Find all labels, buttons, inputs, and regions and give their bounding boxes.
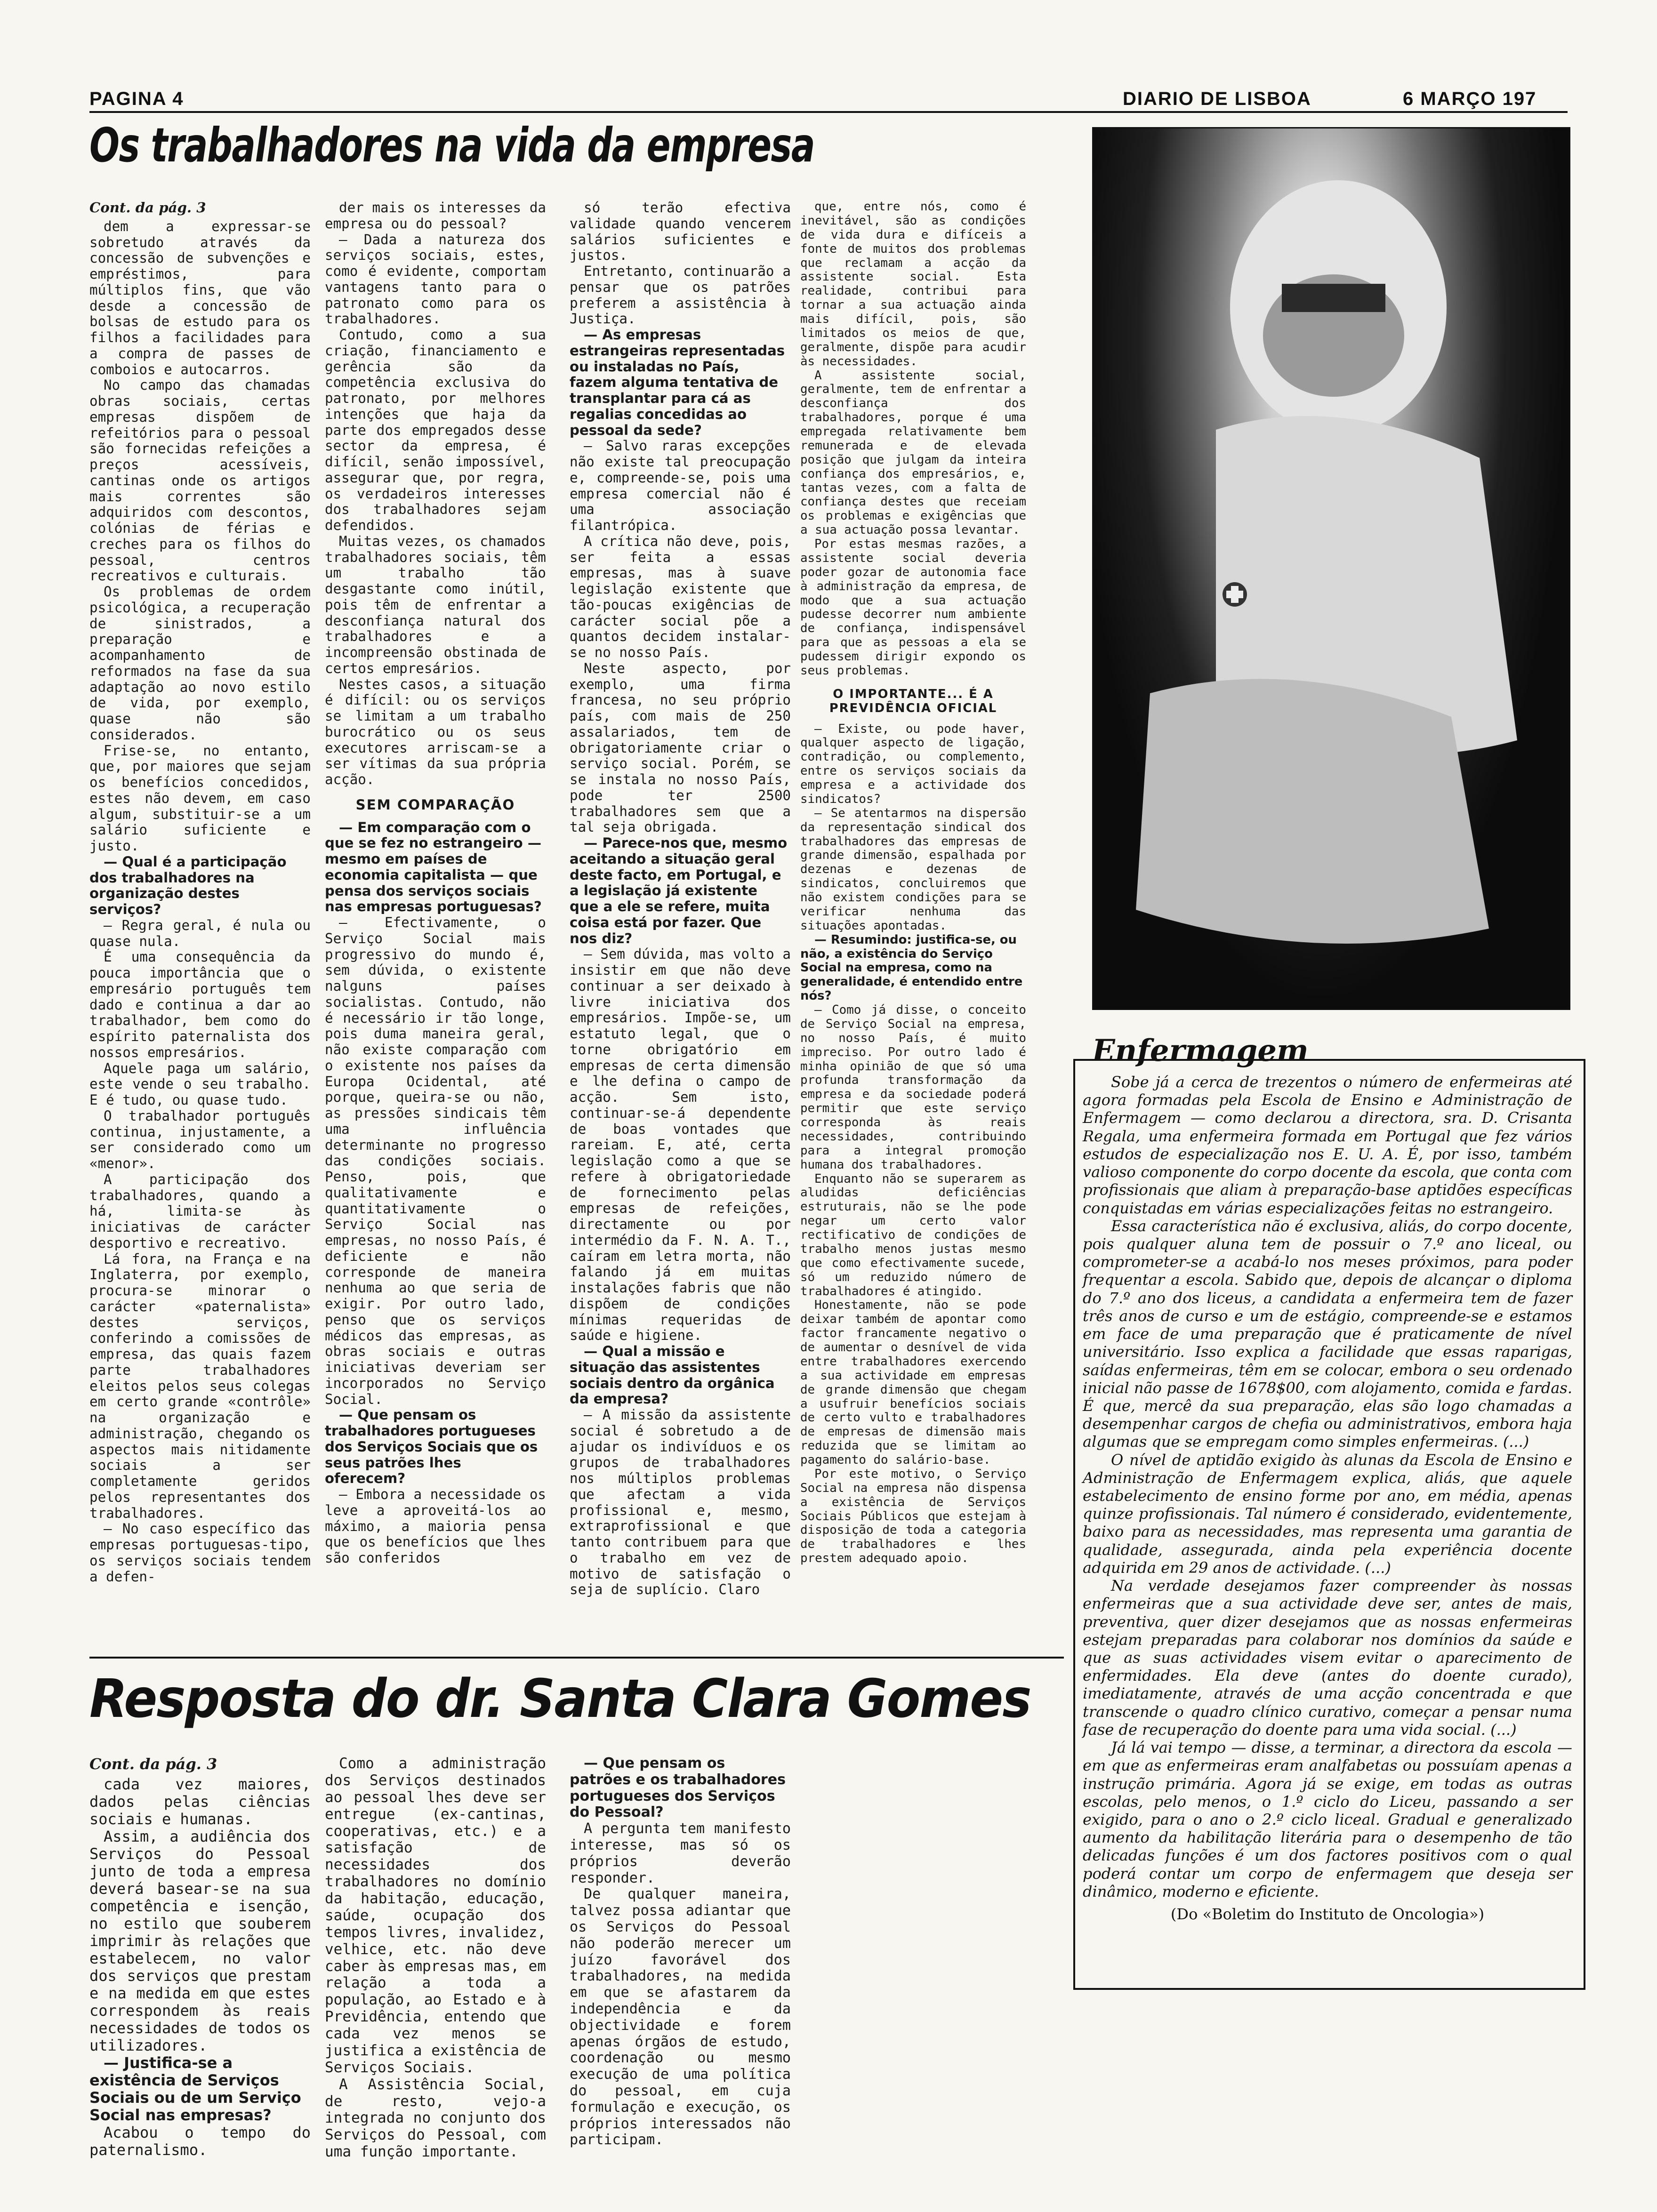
- sidebar-source: (Do «Boletim do Instituto de Oncologia»): [1170, 1905, 1485, 1923]
- sidebar-title: Enfermagem: [1092, 1033, 1309, 1068]
- article-headline: Os trabalhadores na vida da empresa: [89, 118, 815, 173]
- paragraph: cada vez maiores, dados pelas ciências sociais e humanas.: [89, 1775, 311, 1828]
- continuation-note: Cont. da pág. 3: [89, 200, 206, 216]
- paragraph: Frise-se, no entanto, que, por maiores que sejam os benefícios concedidos, estes não devem, em caso algum, substituir-se a um salário suficiente e justo.: [89, 742, 311, 854]
- paragraph: Os problemas de ordem psicológica, a recuperação de sinistrados, a preparação e acompanhamento de reformados na fase da sua adaptação ao novo estilo de vida, por exemplo, quase não são considerados.: [89, 584, 311, 743]
- paragraph: Aquele paga um salário, este vende o seu trabalho. E é tudo, ou quase tudo.: [89, 1060, 311, 1108]
- article-column-1: [89, 200, 311, 1585]
- paragraph: A pergunta tem manifesto interesse, mas só os próprios deverão responder.: [570, 1820, 791, 1886]
- interview-question: — Justifica-se a existência de Serviços Sociais ou de um Serviço Social nas empresas?: [89, 2053, 301, 2124]
- section-divider: [89, 1657, 1064, 1659]
- interview-question: — Em comparação com o que se fez no estrangeiro — mesmo em países de economia capitalista — que pensa dos serviços sociais nas empresas portuguesas?: [325, 819, 542, 915]
- paragraph: — Efectivamente, o Serviço Social mais progressivo do mundo é, sem dúvida, o existente nalguns países socialistas. Contudo, não é necessário ir tão longe, pois duma maneira geral, não existe comparação com o existente nos países da Europa Ocidental, até porque, queira-se ou não, as pressões sindicais têm uma influência determinante no progresso das condições sociais. Penso, pois, que qualitativamente e quantitativamente o Serviço Social nas empresas, no nosso País, é deficiente e não corresponde de maneira nenhuma ao que seria de exigir. Por outro lado, penso que os serviços médicos das empresas, as obras sociais e outras iniciativas deveriam ser incorporados no Serviço Social.: [325, 914, 546, 1407]
- paragraph: Como a administração dos Serviços destinados ao pessoal lhes deve ser entregue (ex-cantinas, cooperativas, etc.) e a satisfação de necessidades dos trabalhadores no domínio da habitação, educação, saúde, ocupação dos tempos livres, invalidez, velhice, etc. não deve caber às empresas mas, em relação a toda a população, ao Estado e à Previdência, entendo que cada vez menos se justifica a existência de Serviços Sociais.: [325, 1755, 546, 2076]
- paragraph: De qualquer maneira, talvez possa adiantar que os Serviços do Pessoal não poderão merecer um juízo favorável dos trabalhadores, na medida em que se afastarem da independência e da objectividade e forem apenas órgãos de estudo, coordenação ou mesmo execução de uma política do pessoal, em cuja formulação e execução, os próprios interessados não participam.: [570, 1886, 791, 2148]
- paragraph: — Como já disse, o conceito de Serviço Social na empresa, no nosso País, é muito impreciso. Por outro lado é minha opinião de que só uma profunda transformação da empresa e da sociedade poderá permitir que este serviço corresponda às reais necessidades, contribuindo para a integral promoção humana dos trabalhadores.: [800, 1003, 1026, 1172]
- interview-question: — Que pensam os patrões e os trabalhadores portugueses dos Serviços do Pessoal?: [570, 1755, 786, 1821]
- interview-question: — Parece-nos que, mesmo aceitando a situação geral deste facto, em Portugal, e a legislação já existente que a ele se refere, muita coisa está por fazer. Que nos diz?: [570, 835, 788, 946]
- paragraph: A participação dos trabalhadores, quando a há, limita-se às iniciativas de carácter desportivo e recreativo.: [89, 1171, 311, 1251]
- paragraph: É uma consequência da pouca importância que o empresário português tem dado e continua a dar ao trabalhador, bem como do espírito paternalista dos nossos empresários.: [89, 949, 311, 1060]
- interview-question: — Resumindo: justifica-se, ou não, a existência do Serviço Social na empresa, como na generalidade, é entendido entre nós?: [800, 932, 1023, 1003]
- subheading: O IMPORTANTE... É A PREVIDÊNCIA OFICIAL: [829, 687, 997, 715]
- interview-question: — As empresas estrangeiras representadas ou instaladas no País, fazem alguma tentativa de transplantar para cá as regalias concedidas ao pessoal da sede?: [570, 327, 785, 438]
- paragraph: Nestes casos, a situação é difícil: ou os serviços se limitam a um trabalho burocrático ou os seus executores arriscam-se a ser vítimas da sua própria acção.: [325, 676, 546, 787]
- paragraph: Por estas mesmas razões, a assistente social deveria poder gozar de autonomia face à administração da empresa, de modo que a sua actuação pudesse decorrer num ambiente de confiança, indispensável para que as pessoas a ela se pudessem dirigir expondo os seus problemas.: [800, 537, 1026, 678]
- paragraph: A Assistência Social, de resto, vejo-a integrada no conjunto dos Serviços do Pessoal, com uma função importante.: [325, 2076, 546, 2161]
- masthead-rule: [89, 111, 1568, 113]
- paragraph: A assistente social, geralmente, tem de enfrentar a desconfiança dos trabalhadores, porque é uma empregada relativamente bem remunerada e de elevada posição que julgam da inteira confiança dos empresários, e, tantas vezes, com a falta de confiança destes que receiam os problemas e exigências que a sua actuação possa levantar.: [800, 368, 1026, 537]
- paragraph: O trabalhador português continua, injustamente, a ser considerado como um «menor».: [89, 1107, 311, 1171]
- paragraph: No campo das chamadas obras sociais, certas empresas dispõem de refeitórios para o pessoal são fornecidas refeições a preços acessíveis, cantinas onde os artigos mais correntes são adquiridos com descontos, colónias de férias e creches para os filhos do pessoal, centros recreativos e culturais.: [89, 377, 311, 584]
- newspaper-name: DIARIO DE LISBOA: [1123, 88, 1311, 109]
- interview-headline: Resposta do dr. Santa Clara Gomes: [89, 1668, 1031, 1730]
- page-number: PAGINA 4: [89, 88, 184, 109]
- paragraph: — Salvo raras excepções não existe tal preocupação e, compreende-se, pois uma empresa comercial não é uma associação filantrópica.: [570, 438, 791, 533]
- paragraph: Enquanto não se superarem as aludidas deficiências estruturais, não se lhe pode negar um certo valor rectificativo de condições de trabalho menos justas mesmo que como efectivamente sucede, só um reduzido número de trabalhadores é atingido.: [800, 1171, 1026, 1298]
- interview-column-1: [89, 1755, 311, 2159]
- nurse-figure-image: [1094, 128, 1569, 1009]
- paragraph: — A missão da assistente social é sobretudo a de ajudar os indivíduos e os grupos de trabalhadores nos múltiplos problemas que afectam a vida profissional e, mesmo, extraprofissional e que tanto contribuem para que o trabalho em vez de motivo de satisfação o seja de suplício. Claro: [570, 1407, 791, 1598]
- paragraph: Assim, a audiência dos Serviços do Pessoal junto de toda a empresa deverá basear-se na sua competência e isenção, no estilo que souberem imprimir às relações que estabelecem, no valor dos serviços que prestam e na medida em que estes correspondem às reais necessidades de todos os utilizadores.: [89, 1827, 311, 2054]
- interview-question: — Que pensam os trabalhadores portugueses dos Serviços Sociais que os seus patrões lhes oferecem?: [325, 1407, 538, 1487]
- paragraph: — Existe, ou pode haver, qualquer aspecto de ligação, contradição, ou complemento, entre os serviços sociais da empresa e a actividade dos sindicatos?: [800, 721, 1026, 806]
- paragraph: Contudo, como a sua criação, financiamento e gerência são da competência exclusiva do patronato, por melhores intenções que haja da parte dos empregados desse sector da empresa, é difícil, senão impossível, assegurar que, por regra, os verdadeiros interesses dos trabalhadores sejam defendidos.: [325, 327, 546, 533]
- paragraph: — Sem dúvida, mas volto a insistir em que não deve continuar a ser deixado à livre iniciativa dos empresários. Impõe-se, um estatuto legal, que o torne obrigatório em empresas de certa dimensão e lhe defina o campo de acção. Sem isto, continuar-se-á dependente de boas vontades que rareiam. E, até, certa legislação como a que se refere à obrigatoriedade de fornecimento pelas empresas de refeições, directamente ou por intermédio da F. N. A. T., caíram em letra morta, não falando já em muitas instalações fabris que não dispõem de condições mínimas requeridas de saúde e higiene.: [570, 946, 791, 1344]
- sidebar-paragraph: Já lá vai tempo — disse, a terminar, a directora da escola — em que as enfermeiras eram analfabetas ou possuíam apenas a instrução primária. Agora já se exige, em todas as outras escolas, pelo menos, o 1.º ciclo do Liceu, passando a ser exigido, para o ano o 2.º ciclo liceal. Gradual e generalizado aumento da habilitação literária para o desempenho de tão delicadas funções é um dos factores positivos com o qual poderá contar um corpo de enfermagem que deseja ser dinâmico, moderno e eficiente.: [1083, 1739, 1572, 1900]
- paragraph: Lá fora, na França e na Inglaterra, por exemplo, procura-se minorar o carácter «paternalista» destes serviços, conferindo a comissões de empresa, das quais fazem parte trabalhadores eleitos pelos seus colegas em certo grande «contrôle» na organização e administração, chegando os aspectos mais nitidamente sociais a ser completamente geridos pelos representantes dos trabalhadores.: [89, 1250, 311, 1521]
- sidebar-paragraph: Sobe já a cerca de trezentos o número de enfermeiras até agora formadas pela Escola de Ensino e Administração de Enfermagem — como declarou a directora, sra. D. Crisanta Regala, uma enfermeira formada em Portugal que fez vários estudos de especialização nos E. U. A. É, por isso, também valioso componente do corpo docente da escola, que conta com profissionais que aliam à preparação-base aptidões específicas conquistadas em várias especializações feitas no estrangeiro.: [1083, 1073, 1572, 1217]
- paragraph: Muitas vezes, os chamados trabalhadores sociais, têm um trabalho tão desgastante como inútil, pois têm de enfrentar a desconfiança natural dos trabalhadores e a incompreensão obstinada de certos empresários.: [325, 533, 546, 676]
- interview-column-2: [325, 1755, 546, 2161]
- subheading: SEM COMPARAÇÃO: [355, 796, 515, 813]
- sidebar-paragraph: O nível de aptidão exigido às alunas da Escola de Ensino e Administração de Enfermagem explica, aliás, que aquele estabelecimento de ensino forme por ano, em média, apenas quinze profissionais. Tal número é considerado, evidentemente, baixo para as necessidades, mas representa uma garantia de qualidade, assegurada, ainda pela experiência docente adquirida em 29 anos de actividade. (...): [1083, 1451, 1572, 1577]
- paragraph: der mais os interesses da empresa ou do pessoal?: [325, 200, 546, 232]
- paragraph: Honestamente, não se pode deixar também de apontar como factor francamente negativo o de aumentar o desnível de vida entre trabalhadores exercendo a sua actividade em empresas de grande dimensão que chegam a usufruir benefícios sociais de certo vulto e trabalhadores de empresas de dimensão mais reduzida que se limitam ao pagamento do salário-base.: [800, 1298, 1026, 1467]
- sidebar-body: [1083, 1073, 1572, 1923]
- paragraph: — No caso específico das empresas portuguesas-tipo, os serviços sociais tendem a defen-: [89, 1521, 311, 1585]
- paragraph: — Embora a necessidade os leve a aproveitá-los ao máximo, a maioria pensa que os benefícios que lhes são conferidos: [325, 1486, 546, 1566]
- article-column-4: [800, 200, 1026, 1566]
- paragraph: Neste aspecto, por exemplo, uma firma francesa, no seu próprio país, com mais de 250 assalariados, tem de obrigatoriamente criar o serviço social. Porém, se se instala no nosso País, pode ter 2500 trabalhadores sem que a tal seja obrigada.: [570, 660, 791, 835]
- paragraph: Acabou o tempo do paternalismo.: [89, 2123, 311, 2159]
- article-column-2: [325, 200, 546, 1566]
- interview-question: — Qual é a participação dos trabalhadores na organização destes serviços?: [89, 853, 287, 917]
- paragraph: Entretanto, continuarão a pensar que os patrões preferem a assistência à Justiça.: [570, 263, 791, 327]
- paragraph: que, entre nós, como é inevitável, são as condições de vida dura e difíceis a fonte de muitos dos problemas que reclamam a acção da assistente social. Esta realidade, contribui para tornar a sua actuação ainda mais difícil, pois, são limitados os meios de que, geralmente, dispõe para acudir às necessidades.: [800, 200, 1026, 369]
- interview-question: — Qual a missão e situação das assistentes sociais dentro da orgânica da empresa?: [570, 1343, 775, 1407]
- paragraph: A crítica não deve, pois, ser feita a essas empresas, mas à suave legislação existente que tão-poucas exigências de carácter social põe a quantos decidem instalar-se no nosso País.: [570, 533, 791, 660]
- interview-column-3: [570, 1755, 791, 2148]
- continuation-note: Cont. da pág. 3: [89, 1755, 217, 1773]
- paragraph: — Regra geral, é nula ou quase nula.: [89, 917, 311, 949]
- article-column-3: [570, 200, 791, 1598]
- paragraph: — Dada a natureza dos serviços sociais, estes, como é evidente, comportam vantagens tanto para o patronato como para os trabalhadores.: [325, 231, 546, 327]
- sidebar-paragraph: Na verdade desejamos fazer compreender às nossas enfermeiras que a sua actividade deve ser, antes de mais, preventiva, quer dizer desejamos que as nossas enfermeiras estejam preparadas para colaborar nos domínios da saúde e que as suas actividades visem evitar o aparecimento de enfermidades. Ela deve (antes do doente curado), imediatamente, através de uma acção concentrada e que transcende o quadro clínico curativo, começar a pensar numa fase de recuperação do doente para uma vida social. (...): [1083, 1577, 1572, 1739]
- paragraph: Por este motivo, o Serviço Social na empresa não dispensa a existência de Serviços Sociais Públicos que estejam à disposição de toda a categoria de trabalhadores e lhes prestem adequado apoio.: [800, 1467, 1026, 1566]
- nurse-photo: [1092, 127, 1570, 1010]
- paragraph: dem a expressar-se sobretudo através da concessão de subvenções e empréstimos, para múltiplos fins, que vão desde a concessão de bolsas de estudo para os filhos a facilidades para a compra de passes de comboios e autocarros.: [89, 218, 311, 377]
- sidebar-paragraph: Essa característica não é exclusiva, aliás, do corpo docente, pois qualquer aluna tem de possuir o 7.º ano liceal, ou comprometer-se a acabá-lo nos meses próximos, para poder frequentar a escola. Sabido que, depois de alcançar o diploma do 7.º ano dos liceus, a candidata a enfermeira tem de fazer três anos de curso e um de estágio, compreende-se e estamos em face de uma preparação que é praticamente de nível universitário. Isso explica a facilidade que essas raparigas, saídas enfermeiras, têm em se colocar, embora o seu ordenado inicial não passe de 1678$00, com alojamento, comida e fardas. É que, mercê da sua preparação, elas são logo chamadas a desempenhar cargos de chefia ou administrativos, embora haja algumas que se empregam como simples enfermeiras. (...): [1083, 1217, 1572, 1451]
- issue-date: 6 MARÇO 197: [1403, 88, 1537, 109]
- paragraph: — Se atentarmos na dispersão da representação sindical dos trabalhadores das empresas de grande dimensão, espalhada por dezenas e dezenas de sindicatos, concluiremos que não existem condições para se verificar nenhuma das situações apontadas.: [800, 806, 1026, 933]
- paragraph: só terão efectiva validade quando vencerem salários suficientes e justos.: [570, 200, 791, 264]
